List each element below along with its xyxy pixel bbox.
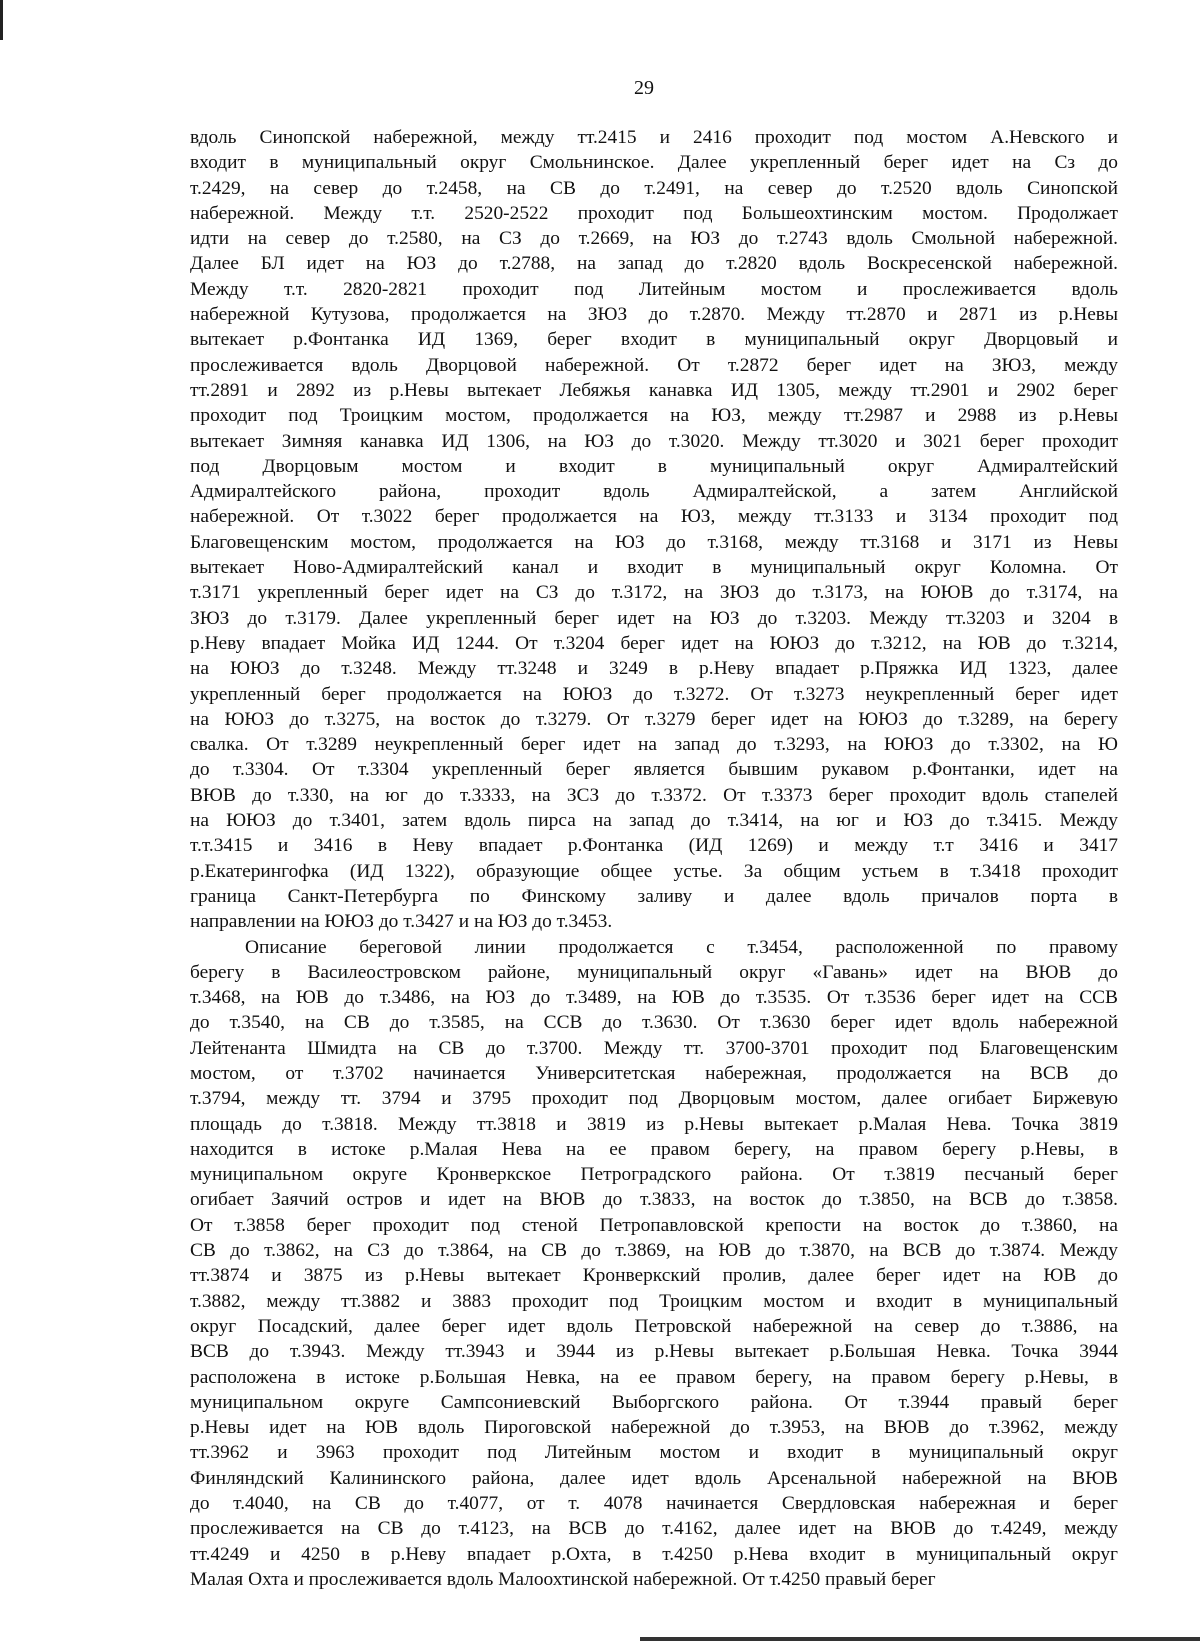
text-line: вытекает Зимняя канавка ИД 1306, на ЮЗ до т.3020. Между тт.3020 и 3021 берег проходит — [190, 430, 1118, 452]
text-line: Благовещенским мостом, продолжается на ЮЗ до т.3168, между тт.3168 и 3171 из Невы — [190, 531, 1118, 553]
text-line: граница Санкт-Петербурга по Финскому заливу и далее вдоль причалов порта в — [190, 885, 1118, 907]
text-line: на ЮЮЗ до т.3401, затем вдоль пирса на запад до т.3414, на юг и ЮЗ до т.3415. Между — [190, 810, 1118, 832]
text-line: укрепленный берег продолжается на ЮЮЗ до т.3272. От т.3273 неукрепленный берег идет — [190, 683, 1118, 705]
text-line: набережной. От т.3022 берег продолжается на ЮЗ, между тт.3133 и 3134 проходит под — [190, 506, 1118, 528]
text-line: СВ до т.3862, на СЗ до т.3864, на СВ до т.3869, на ЮВ до т.3870, на ВСВ до т.3874. Между — [190, 1240, 1118, 1262]
text-line: идти на север до т.2580, на СЗ до т.2669, на ЮЗ до т.2743 вдоль Смольной набережной. — [190, 228, 1118, 250]
text-line: р.Невы идет на ЮВ вдоль Пироговской набережной до т.3953, на ВЮВ до т.3962, между — [190, 1417, 1118, 1439]
text-line: находится в истоке р.Малая Нева на ее правом берегу, на правом берегу р.Невы, в — [190, 1138, 1118, 1160]
text-line: огибает Заячий остров и идет на ВЮВ до т.3833, на восток до т.3850, на ВСВ до т.3858. — [190, 1189, 1118, 1211]
text-line: р.Неву впадает Мойка ИД 1244. От т.3204 берег идет на ЮЮЗ до т.3212, на ЮВ до т.3214, — [190, 632, 1118, 654]
text-line: т.3171 укрепленный берег идет на СЗ до т.3172, на ЗЮЗ до т.3173, на ЮЮВ до т.3174, на — [190, 582, 1118, 604]
text-line: прослеживается на СВ до т.4123, на ВСВ до т.4162, далее идет на ВЮВ до т.4249, между — [190, 1518, 1118, 1540]
text-line: Финляндский Калининского района, далее идет вдоль Арсенальной набережной на ВЮВ — [190, 1467, 1118, 1489]
text-line: проходит под Троицким мостом, продолжается на ЮЗ, между тт.2987 и 2988 из р.Невы — [190, 405, 1118, 427]
text-line: Описание береговой линии продолжается с т.3454, расположенной по правому — [245, 936, 1118, 958]
text-line: т.т.3415 и 3416 в Неву впадает р.Фонтанка (ИД 1269) и между т.т 3416 и 3417 — [190, 835, 1118, 857]
text-line: ЗЮЗ до т.3179. Далее укрепленный берег идет на ЮЗ до т.3203. Между тт.3203 и 3204 в — [190, 607, 1118, 629]
text-line: Адмиралтейского района, проходит вдоль Адмиралтейской, а затем Английской — [190, 481, 1118, 503]
text-line: расположена в истоке р.Большая Невка, на ее правом берегу, на правом берегу р.Невы, в — [190, 1366, 1118, 1388]
text-line: ВЮВ до т.330, на юг до т.3333, на ЗСЗ до т.3372. От т.3373 берег проходит вдоль стапелей — [190, 784, 1118, 806]
text-line: муниципальном округе Кронверкское Петроградского района. От т.3819 песчаный берег — [190, 1164, 1118, 1186]
text-line: набережной. Между т.т. 2520-2522 проходит под Большеохтинским мостом. Продолжает — [190, 202, 1118, 224]
text-line: вдоль Синопской набережной, между тт.2415 и 2416 проходит под мостом А.Невского и — [190, 127, 1118, 148]
text-line: на ЮЮЗ до т.3275, на восток до т.3279. От т.3279 берег идет на ЮЮЗ до т.3289, на берегу — [190, 708, 1118, 730]
text-line: Малая Охта и прослеживается вдоль Малоохтинской набережной. От т.4250 правый берег — [190, 1568, 936, 1590]
scan-edge-mark — [0, 0, 3, 40]
text-line: муниципальном округе Сампсониевский Выборгского района. От т.3944 правый берег — [190, 1391, 1118, 1413]
text-line: до т.3540, на СВ до т.3585, на ССВ до т.3630. От т.3630 берег идет вдоль набережной — [190, 1012, 1118, 1034]
text-line: до т.3304. От т.3304 укрепленный берег является бывшим рукавом р.Фонтанки, идет на — [190, 759, 1118, 781]
text-line: тт.4249 и 4250 в р.Неву впадает р.Охта, в т.4250 р.Нева входит в муниципальный округ — [190, 1543, 1118, 1565]
text-line: т.3468, на ЮВ до т.3486, на ЮЗ до т.3489, на ЮВ до т.3535. От т.3536 берег идет на ССВ — [190, 987, 1118, 1009]
text-line: округ Посадский, далее берег идет вдоль Петровской набережной на север до т.3886, на — [190, 1315, 1118, 1337]
text-line: тт.3874 и 3875 из р.Невы вытекает Кронверкский пролив, далее берег идет на ЮВ до — [190, 1265, 1118, 1287]
text-line: т.2429, на север до т.2458, на СВ до т.2491, на север до т.2520 вдоль Синопской — [190, 177, 1118, 199]
text-line: площадь до т.3818. Между тт.3818 и 3819 из р.Невы вытекает р.Малая Нева. Точка 3819 — [190, 1113, 1118, 1135]
text-line: под Дворцовым мостом и входит в муниципальный округ Адмиралтейский — [190, 455, 1118, 477]
text-line: Лейтенанта Шмидта на СВ до т.3700. Между тт. 3700-3701 проходит под Благовещенским — [190, 1037, 1118, 1059]
document-body — [190, 125, 1118, 1592]
text-line: ВСВ до т.3943. Между тт.3943 и 3944 из р.Невы вытекает р.Большая Невка. Точка 3944 — [190, 1341, 1118, 1363]
text-line: набережной Кутузова, продолжается на ЗЮЗ до т.2870. Между тт.2870 и 2871 из р.Невы — [190, 304, 1118, 326]
text-line: От т.3858 берег проходит под стеной Петропавловской крепости на восток до т.3860, на — [190, 1214, 1118, 1236]
text-line: мостом, от т.3702 начинается Университетская набережная, продолжается на ВСВ до — [190, 1062, 1118, 1084]
page-bottom-rule — [640, 1637, 1200, 1641]
text-line: тт.3962 и 3963 проходит под Литейным мостом и входит в муниципальный округ — [190, 1442, 1118, 1464]
paragraph-1 — [190, 125, 1118, 935]
text-line: т.3794, между тт. 3794 и 3795 проходит под Дворцовым мостом, далее огибает Биржевую — [190, 1088, 1118, 1110]
paragraph-2 — [190, 935, 1118, 1593]
text-line: направлении на ЮЮЗ до т.3427 и на ЮЗ до т.3453. — [190, 911, 613, 933]
text-line: р.Екатерингофка (ИД 1322), образующие общее устье. За общим устьем в т.3418 проходит — [190, 860, 1118, 882]
text-line: вытекает Ново-Адмиралтейский канал и входит в муниципальный округ Коломна. От — [190, 557, 1118, 579]
text-line: прослеживается вдоль Дворцовой набережной. От т.2872 берег идет на ЗЮЗ, между — [190, 354, 1118, 376]
text-line: тт.2891 и 2892 из р.Невы вытекает Лебяжья канавка ИД 1305, между тт.2901 и 2902 берег — [190, 379, 1118, 401]
text-line: до т.4040, на СВ до т.4077, от т. 4078 начинается Свердловская набережная и берег — [190, 1493, 1118, 1515]
text-line: Далее БЛ идет на ЮЗ до т.2788, на запад до т.2820 вдоль Воскресенской набережной. — [190, 253, 1118, 275]
text-line: вытекает р.Фонтанка ИД 1369, берег входит в муниципальный округ Дворцовый и — [190, 329, 1118, 351]
text-line: на ЮЮЗ до т.3248. Между тт.3248 и 3249 в р.Неву впадает р.Пряжка ИД 1323, далее — [190, 658, 1118, 680]
text-line: свалка. От т.3289 неукрепленный берег идет на запад до т.3293, на ЮЮЗ до т.3302, на Ю — [190, 734, 1118, 756]
text-line: Между т.т. 2820-2821 проходит под Литейным мостом и прослеживается вдоль — [190, 278, 1118, 300]
page-number: 29 — [634, 77, 654, 99]
text-line: входит в муниципальный округ Смольнинское. Далее укрепленный берег идет на Сз до — [190, 152, 1118, 174]
text-line: берегу в Василеостровском районе, муниципальный округ «Гавань» идет на ВЮВ до — [190, 961, 1118, 983]
text-line: т.3882, между тт.3882 и 3883 проходит под Троицким мостом и входит в муниципальный — [190, 1290, 1118, 1312]
